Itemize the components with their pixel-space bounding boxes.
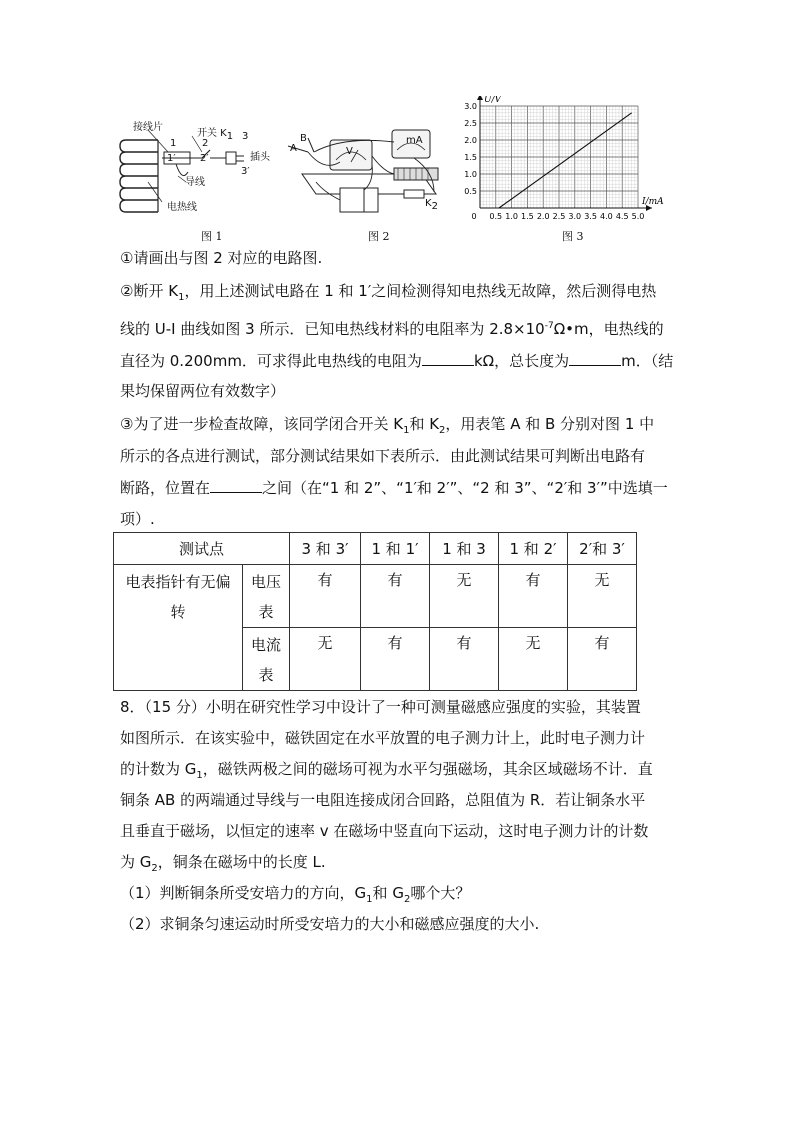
table-row-ammeter-label: 电流 表 [243, 628, 290, 691]
label-point-2: 2 [202, 138, 209, 149]
table-cell: 无 [290, 628, 361, 691]
label-B: B [300, 133, 307, 144]
answer-blank-position[interactable] [210, 478, 262, 493]
table-cell: 有 [361, 628, 430, 691]
figure-3-caption: 图 3 [562, 230, 584, 243]
q8-line-4: 铜条 AB 的两端通过导线与一电阻连接成闭合回路，总阻值为 R．若让铜条水平 [120, 791, 646, 809]
q8-line-6: 为 $G_2$，铜条在磁场中的长度 L. [120, 853, 326, 874]
label-chatou: 插头 [250, 152, 270, 163]
label-point-2p: 2′ [200, 153, 209, 164]
x-tick-label: 1.5 [521, 212, 534, 221]
label-point-3: 3 [242, 131, 249, 142]
table-cell: 有 [290, 565, 361, 628]
question-part-1: ①请画出与图 2 对应的电路图. [120, 249, 323, 267]
table-col-2: 1 和 1′ [361, 533, 430, 565]
q8-line-3: 的计数为 $G_1$，磁铁两极之间的磁场可视为水平匀强磁场，其余区域磁场不计．直 [120, 760, 653, 781]
figure-2-caption: 图 2 [368, 230, 390, 243]
meter-v-label: V [346, 146, 353, 157]
question-part-2-line-4: 果均保留两位有效数字） [120, 382, 286, 400]
label-K2: $K_2$ [425, 198, 438, 212]
table-row-voltmeter-label: 电压 表 [243, 565, 290, 628]
q8-line-5: 且垂直于磁场，以恒定的速率 v 在磁场中竖直向下运动，这时电子测力计的计数 [120, 822, 649, 840]
question-part-2-line-1: ②断开 $K_1$，用上述测试电路在 1 和 1′之间检测得知电热线无故障，然后测得电热 [120, 282, 657, 303]
x-tick-label: 5.0 [631, 212, 645, 221]
question-part-3-line-3: 断路，位置在 之间（在“1 和 2”、“1′和 2′”、“2 和 3”、“2′和 3′”中选填一 [120, 479, 668, 497]
answer-blank-resistance[interactable] [422, 351, 474, 366]
table-row-group-label: 电表指针有无偏 转 [114, 565, 243, 691]
figure-1-caption: 图 1 [201, 230, 223, 243]
question-part-3-line-4: 项）. [120, 510, 155, 528]
y-tick-label: 1.0 [464, 170, 477, 179]
table-cell: 有 [499, 565, 568, 628]
x-tick-label: 3.5 [584, 212, 597, 221]
y-tick-label: 0.5 [464, 187, 477, 196]
table-cell: 无 [430, 565, 499, 628]
question-part-3-line-1: ③为了进一步检查故障，该同学闭合开关 $K_1$和 $K_2$，用表笔 A 和 B 分别对图 1 中 [120, 415, 655, 436]
y-tick-label: 1.5 [464, 153, 477, 162]
table-cell: 无 [499, 628, 568, 691]
table-cell: 有 [361, 565, 430, 628]
table-col-4: 1 和 2′ [499, 533, 568, 565]
q8-subquestion-1: （1）判断铜条所受安培力的方向，$G_1$和 $G_2$哪个大？ [120, 884, 471, 905]
table-cell: 无 [568, 565, 637, 628]
q8-line-2: 如图所示．在该实验中，磁铁固定在水平放置的电子测力计上，此时电子测力计 [120, 729, 646, 747]
table-col-5: 2′和 3′ [568, 533, 637, 565]
label-kaiguan: 开关 $K_1$ [197, 128, 234, 142]
y-axis-label: U/V [484, 96, 502, 105]
label-A: A [290, 143, 297, 154]
table-cell: 有 [568, 628, 637, 691]
x-tick-label: 4.0 [600, 212, 613, 221]
y-tick-label: 3.0 [464, 102, 477, 111]
q8-line-1: 8．（15 分）小明在研究性学习中设计了一种可测量磁感应强度的实验，其装置 [120, 698, 641, 716]
meter-ma-label: mA [406, 135, 423, 146]
label-jiexianpian: 接线片 [133, 122, 163, 133]
table-col-1: 3 和 3′ [290, 533, 361, 565]
x-tick-label: 4.5 [615, 212, 629, 221]
table-header-label: 测试点 [114, 533, 290, 565]
question-part-3-line-2: 所示的各点进行测试，部分测试结果如下表所示．由此测试结果可判断出电路有 [120, 447, 646, 465]
y-tick-label: 2.5 [464, 119, 477, 128]
x-tick-label: 0.5 [489, 212, 503, 221]
label-point-3p: 3′ [241, 166, 250, 177]
x-tick-label: 2.0 [536, 212, 550, 221]
figure-3-chart [458, 96, 678, 226]
y-axis-arrow [477, 96, 483, 100]
table-cell: 有 [430, 628, 499, 691]
x-axis-label: I/mA [642, 197, 664, 207]
table-col-3: 1 和 3 [430, 533, 499, 565]
q8-subquestion-2: （2）求铜条匀速运动时所受安培力的大小和磁感应强度的大小. [120, 915, 540, 933]
origin-label: 0 [471, 212, 477, 221]
y-tick-label: 2.0 [464, 136, 477, 145]
x-tick-label: 2.5 [552, 212, 566, 221]
question-part-2-line-2: 线的 U-I 曲线如图 3 所示．已知电热线材料的电阻率为 $2.8\times 10^{-7}\Omega•m$，电热线的 [120, 320, 664, 338]
label-dianrexian: 电热线 [167, 202, 197, 213]
test-result-table [113, 532, 637, 691]
x-tick-label: 1.0 [505, 212, 518, 221]
answer-blank-length[interactable] [569, 351, 621, 366]
label-point-1p: 1′ [167, 153, 176, 164]
x-tick-label: 3.0 [568, 212, 582, 221]
label-point-1: 1 [170, 138, 177, 149]
label-daoxian: 导线 [185, 177, 205, 188]
question-part-2-line-3: 直径为 0.200mm．可求得此电热线的电阻为 kΩ，总长度为 m．（结 [120, 352, 674, 370]
